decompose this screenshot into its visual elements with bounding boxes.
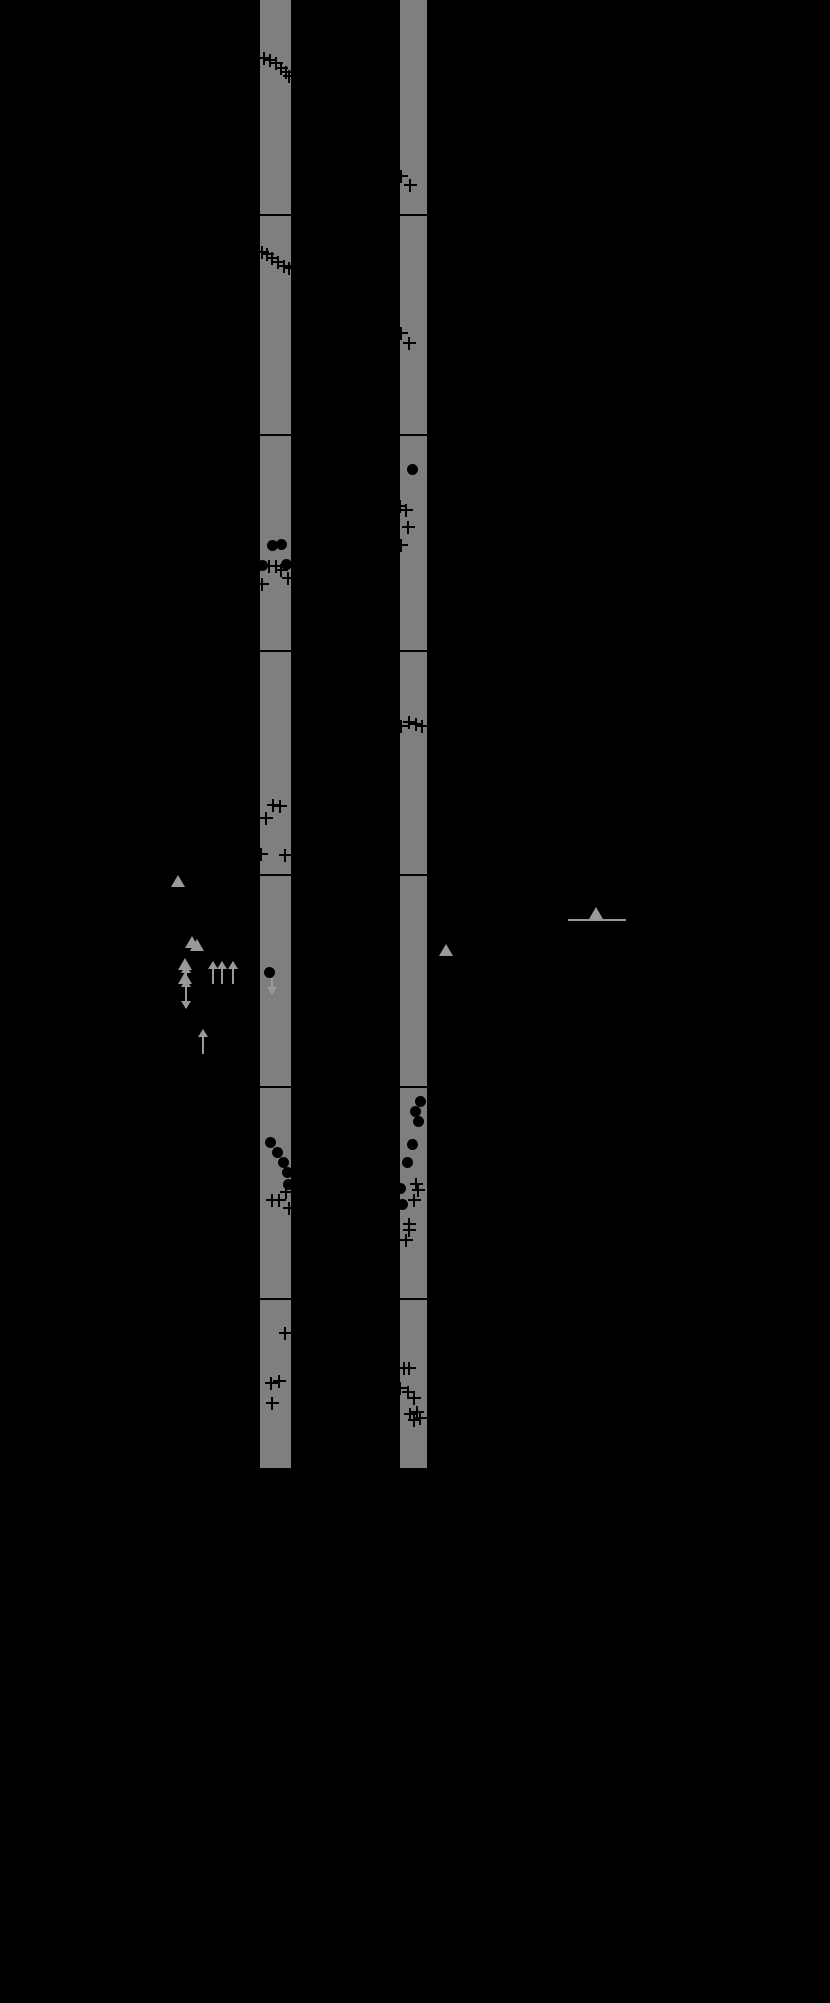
marker-plus bbox=[279, 849, 292, 862]
row-separator-1 bbox=[260, 214, 291, 216]
marker-plus bbox=[279, 1327, 292, 1340]
marker-arrow-down bbox=[271, 978, 273, 994]
marker-plus bbox=[403, 1362, 416, 1375]
marker-arrow-up bbox=[221, 962, 223, 984]
marker-plus bbox=[273, 1375, 286, 1388]
marker-plus bbox=[402, 521, 415, 534]
marker-arrow-up bbox=[212, 962, 214, 984]
marker-circle bbox=[276, 539, 287, 550]
marker-arrow-down bbox=[185, 988, 187, 1008]
marker-circle bbox=[407, 1139, 418, 1150]
marker-plus bbox=[414, 1412, 427, 1425]
row-separator-5b bbox=[400, 1086, 427, 1088]
marker-plus bbox=[260, 812, 273, 825]
marker-plus bbox=[395, 539, 408, 552]
marker-plus bbox=[416, 720, 429, 733]
row-separator-4b bbox=[400, 874, 427, 876]
marker-circle bbox=[397, 1199, 408, 1210]
marker-circle bbox=[264, 967, 275, 978]
marker-triangle bbox=[589, 907, 603, 919]
marker-circle bbox=[265, 1137, 276, 1148]
marker-plus bbox=[255, 848, 268, 861]
marker-triangle bbox=[439, 944, 453, 956]
row-separator-6b bbox=[400, 1298, 427, 1300]
marker-arrow-up bbox=[232, 962, 234, 984]
row-separator-6 bbox=[260, 1298, 291, 1300]
marker-plus bbox=[280, 1186, 293, 1199]
marker-error-bar bbox=[568, 919, 626, 921]
marker-triangle bbox=[171, 875, 185, 887]
row-separator-3b bbox=[400, 650, 427, 652]
marker-plus bbox=[400, 1234, 413, 1247]
row-separator-1b bbox=[400, 214, 427, 216]
marker-plus bbox=[403, 337, 416, 350]
row-separator-4 bbox=[260, 874, 291, 876]
marker-circle bbox=[407, 464, 418, 475]
marker-plus bbox=[283, 262, 296, 275]
marker-plus bbox=[408, 1194, 421, 1207]
marker-plus bbox=[404, 179, 417, 192]
panel-column-a bbox=[260, 0, 291, 1468]
marker-circle bbox=[402, 1157, 413, 1168]
marker-plus bbox=[266, 1397, 279, 1410]
marker-circle bbox=[413, 1116, 424, 1127]
marker-plus bbox=[408, 1392, 421, 1405]
row-separator-2 bbox=[260, 434, 291, 436]
row-separator-3 bbox=[260, 650, 291, 652]
panel-column-b bbox=[400, 0, 427, 1468]
marker-plus bbox=[400, 504, 413, 517]
marker-plus bbox=[256, 578, 269, 591]
marker-triangle bbox=[190, 939, 204, 951]
row-separator-5 bbox=[260, 1086, 291, 1088]
marker-arrow-up bbox=[202, 1030, 204, 1054]
marker-circle bbox=[282, 1167, 293, 1178]
marker-plus bbox=[283, 70, 296, 83]
marker-plus bbox=[283, 1202, 296, 1215]
marker-circle bbox=[395, 1183, 406, 1194]
row-separator-2b bbox=[400, 434, 427, 436]
marker-plus bbox=[274, 800, 287, 813]
marker-plus bbox=[282, 572, 295, 585]
